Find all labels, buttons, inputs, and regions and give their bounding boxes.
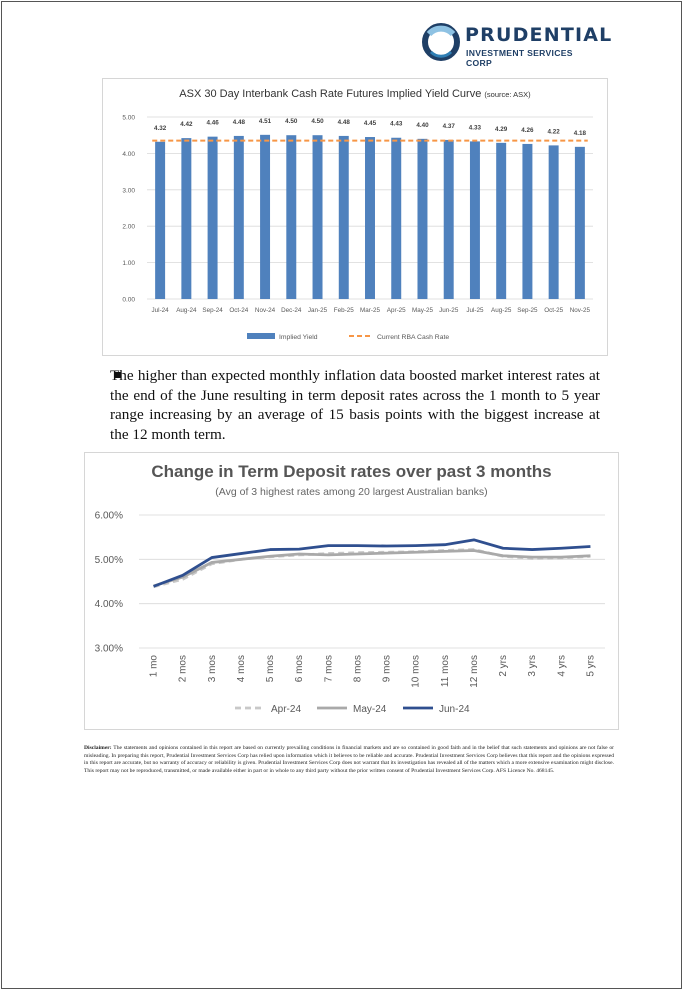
chart1-data-label: 4.37 — [442, 122, 455, 130]
chart1-xtick-label: Mar-25 — [360, 307, 380, 314]
chart2-xtick-label: 4 mos — [235, 655, 247, 683]
chart1-bar — [155, 142, 165, 299]
chart1-xtick-label: Jul-24 — [151, 307, 169, 314]
chart1-data-label: 4.22 — [547, 128, 560, 136]
chart1-title-text: ASX 30 Day Interbank Cash Rate Futures Implied Yield Curve — [179, 88, 482, 100]
chart1-xtick-label: Oct-24 — [229, 307, 249, 314]
chart1-xtick-label: Feb-25 — [333, 307, 354, 314]
chart1-xtick-label: Aug-24 — [176, 307, 197, 314]
chart1-xtick-label: May-25 — [411, 307, 433, 314]
chart1-data-label: 4.40 — [416, 121, 429, 129]
chart2-ytick-label: 5.00% — [94, 554, 123, 566]
chart1-bar — [234, 136, 244, 299]
chart2-legend-label: Apr-24 — [271, 704, 302, 715]
chart2-xtick-label: 2 mos — [177, 655, 189, 683]
chart1-xtick-label: Sep-25 — [517, 307, 538, 314]
chart1-data-label: 4.18 — [573, 129, 587, 137]
chart1-ytick-label: 0.00 — [122, 296, 135, 304]
chart2-subtitle: (Avg of 3 highest rates among 20 largest Australian banks) — [215, 486, 488, 498]
chart1-xtick-label: Oct-25 — [544, 307, 564, 314]
chart1-bar — [496, 143, 506, 299]
chart1-xtick-label: Nov-24 — [254, 307, 276, 314]
chart1-bar — [417, 139, 427, 299]
chart2-xtick-label: 5 yrs — [585, 655, 597, 677]
chart1-xtick-label: Sep-24 — [202, 307, 223, 314]
chart1-ytick-label: 2.00 — [122, 223, 135, 231]
chart1-xtick-label: Jan-25 — [307, 307, 328, 314]
chart1-data-label: 4.33 — [468, 124, 482, 132]
chart1-bar — [313, 135, 323, 299]
chart1-data-label: 4.29 — [495, 125, 508, 133]
chart1-xtick-label: Aug-25 — [491, 307, 512, 314]
chart1-data-label: 4.45 — [363, 120, 377, 128]
chart1-xtick-label: Nov-25 — [569, 307, 591, 314]
chart2-xtick-label: 2 yrs — [498, 655, 510, 677]
logo-ring-icon — [421, 22, 461, 62]
disclaimer-label: Disclaimer: — [84, 745, 112, 751]
chart1-bar — [549, 145, 559, 299]
chart1-bar — [286, 135, 296, 299]
chart2-title: Change in Term Deposit rates over past 3 months — [151, 462, 552, 481]
chart1-ytick-label: 5.00 — [122, 114, 135, 122]
chart1-xtick-label: Jun-25 — [439, 307, 459, 314]
chart1-ytick-label: 4.00 — [122, 150, 135, 158]
chart1-data-label: 4.50 — [285, 118, 298, 126]
logo-name: PRUDENTIAL — [465, 24, 613, 46]
commentary-text: The higher than expected monthly inflation data boosted market interest rates at the end of the June resulting in term deposit rates across the 1 month to 5 year range increasing by an average of 15 basis points with the biggest increase at the 12 month term. — [110, 367, 600, 443]
chart2-ytick-label: 3.00% — [94, 643, 123, 655]
chart1-data-label: 4.46 — [206, 119, 219, 127]
chart2-xtick-label: 1 mo — [148, 655, 160, 678]
chart1-bar — [470, 141, 480, 299]
chart2-xtick-label: 9 mos — [381, 655, 393, 683]
chart2-legend-label: Jun-24 — [439, 704, 470, 715]
chart1-data-label: 4.26 — [521, 126, 534, 134]
chart1-data-label: 4.32 — [153, 124, 167, 132]
chart1-legend-swatch-yield — [247, 333, 275, 339]
chart2-xtick-label: 12 mos — [468, 655, 480, 688]
logo-subtitle: INVESTMENT SERVICES CORP — [466, 48, 573, 68]
chart1-data-label: 4.42 — [180, 121, 193, 129]
chart1-xtick-label: Apr-25 — [386, 307, 406, 314]
implied-yield-chart — [102, 78, 608, 356]
disclaimer — [84, 745, 614, 776]
chart2-plot — [85, 453, 620, 731]
chart1-data-label: 4.48 — [337, 118, 350, 126]
chart1-data-label: 4.48 — [232, 118, 245, 126]
chart2-ytick-label: 4.00% — [94, 599, 123, 611]
chart2-xtick-label: 10 mos — [410, 655, 422, 688]
chart1-bar — [575, 147, 585, 299]
chart2-ytick-label: 6.00% — [94, 510, 123, 522]
chart2-legend-label: May-24 — [353, 704, 387, 715]
chart1-bar — [208, 137, 218, 299]
chart2-xtick-label: 5 mos — [265, 655, 277, 683]
chart1-xtick-label: Dec-24 — [281, 307, 302, 314]
chart2-xtick-label: 3 mos — [206, 655, 218, 683]
chart1-bar — [365, 137, 375, 299]
chart1-bar — [522, 144, 532, 299]
chart2-xtick-label: 8 mos — [352, 655, 364, 683]
chart2-xtick-label: 7 mos — [323, 655, 335, 683]
chart1-bar — [260, 135, 270, 299]
chart1-data-label: 4.50 — [311, 118, 324, 126]
chart2-xtick-label: 3 yrs — [527, 655, 539, 677]
chart2-xtick-label: 6 mos — [294, 655, 306, 683]
chart1-ytick-label: 3.00 — [122, 187, 135, 195]
chart1-legend-rba: Current RBA Cash Rate — [377, 334, 450, 341]
chart1-legend-yield: Implied Yield — [279, 334, 318, 341]
chart1-bar — [181, 138, 191, 299]
chart1-bar — [391, 138, 401, 299]
commentary-paragraph — [110, 366, 600, 444]
chart2-xtick-label: 4 yrs — [556, 655, 568, 677]
term-deposit-chart — [84, 452, 619, 730]
chart1-plot — [103, 79, 609, 357]
chart1-xtick-label: Jul-25 — [466, 307, 484, 314]
chart1-bar — [444, 140, 454, 299]
chart1-bar — [339, 136, 349, 299]
company-logo — [421, 22, 613, 68]
chart1-ytick-label: 1.00 — [122, 260, 135, 268]
chart2-xtick-label: 11 mos — [439, 655, 451, 688]
disclaimer-text: The statements and opinions contained in this report are based on currently prevailing conditions in financial markets and are so contained in good faith and in the belief that such statements and opinions are not false or misleading. In preparing this report, Prudential Investment Services Corp has relied upon information which it believes to be reliable and accurate. Prudential Investment Services Corp believes that this report and the opinions expressed in this report are accurate, but no warranty of accuracy or reliability is given. Prudential Investment Services Corp does not warrant that its investigation has revealed all of the matters which a more extensive examination might disclose. This report may not be reproduced, transmitted, or made available either in part or in whole to any third party without the prior written consent of Prudential Investment Services Corp. AFS Licence No. 468145. — [84, 745, 614, 775]
chart1-source: (source: ASX) — [484, 90, 531, 99]
chart1-data-label: 4.43 — [390, 120, 403, 128]
chart1-data-label: 4.51 — [258, 117, 272, 125]
